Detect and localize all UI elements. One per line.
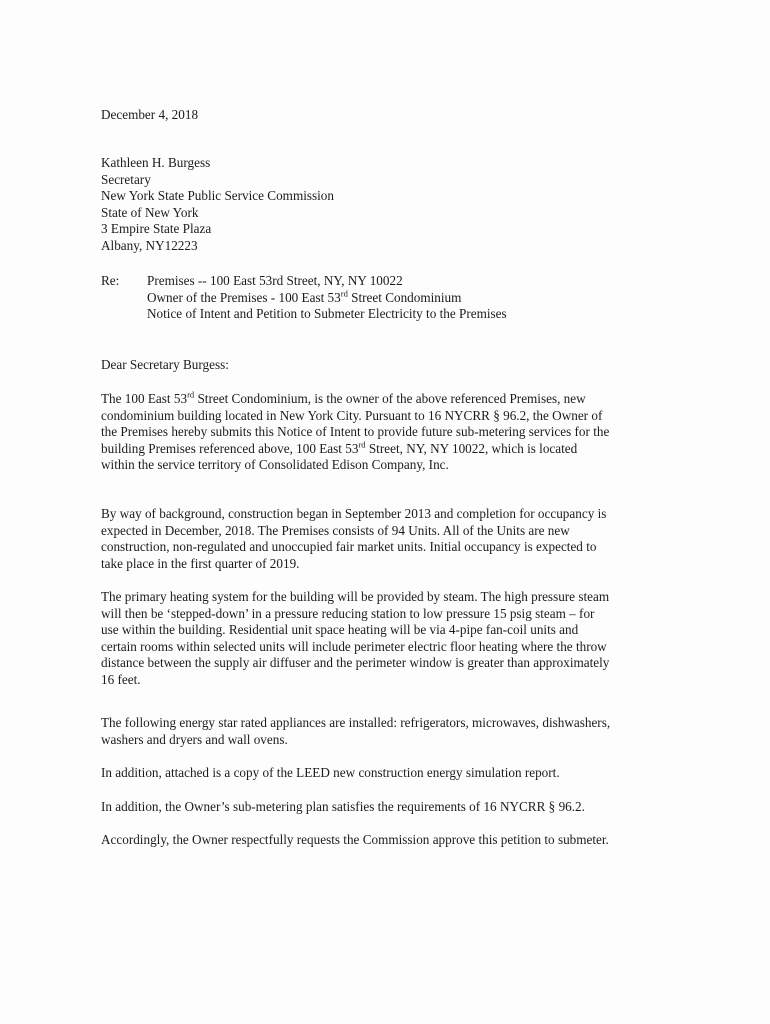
paragraph-line: the Premises hereby submits this Notice of Intent to provide future sub-metering services for the (101, 424, 610, 440)
subject-owner-text-end: Street Condominium (347, 289, 462, 305)
subject-label: Re: (101, 273, 120, 288)
paragraph-line (101, 391, 666, 408)
paragraph-line: use within the building. Residential unit space heating will be via 4-pipe fan-coil units and (101, 622, 579, 638)
paragraph-line: The primary heating system for the building will be provided by steam. The high pressure steam (101, 589, 610, 604)
ordinal-suffix: rd (340, 288, 348, 299)
recipient-organization: New York State Public Service Commission (101, 188, 334, 204)
paragraph-request: Accordingly, the Owner respectfully requests the Commission approve this petition to submeter. (101, 832, 609, 847)
paragraph-line: condominium building located in New York City. Pursuant to 16 NYCRR § 96.2, the Owner of (101, 407, 603, 423)
ordinal-suffix: rd (358, 439, 366, 450)
paragraph-line: By way of background, construction began in September 2013 and completion for occupancy is (101, 506, 607, 521)
paragraph-text: Street, NY, NY 10022, which is located (365, 440, 578, 456)
paragraph-submetering-plan: In addition, the Owner’s sub-metering plan satisfies the requirements of 16 NYCRR § 96.2. (101, 799, 585, 814)
paragraph-line: certain rooms within selected units will include perimeter electric floor heating where the throw (101, 638, 607, 654)
recipient-address (101, 155, 666, 255)
paragraph-line: distance between the supply air diffuser and the perimeter window is greater than approximately (101, 655, 610, 671)
paragraph-text: The 100 East 53 (101, 391, 188, 406)
recipient-title: Secretary (101, 171, 151, 187)
paragraph-text: Street Condominium, is the owner of the above referenced Premises, new (194, 391, 586, 406)
paragraph-line: 16 feet. (101, 671, 141, 687)
paragraph-line (101, 441, 666, 458)
paragraph-line: construction, non-regulated and unoccupied fair market units. Initial occupancy is expected to (101, 539, 597, 555)
paragraph-line: within the service territory of Consolidated Edison Company, Inc. (101, 457, 449, 473)
recipient-city: Albany, NY12223 (101, 237, 198, 253)
paragraph-line: The following energy star rated appliances are installed: refrigerators, microwaves, dishwashers, (101, 715, 611, 730)
paragraph-line: will then be ‘stepped-down’ in a pressure reducing station to low pressure 15 psig steam – for (101, 605, 595, 621)
paragraph-line: washers and dryers and wall ovens. (101, 731, 288, 747)
subject-line-owner (147, 290, 507, 307)
subject-line-notice: Notice of Intent and Petition to Submeter Electricity to the Premises (147, 306, 507, 322)
subject-line-premises: Premises -- 100 East 53rd Street, NY, NY 10022 (147, 273, 403, 288)
recipient-state: State of New York (101, 204, 199, 220)
paragraph-appliances (101, 715, 666, 748)
paragraph-line: expected in December, 2018. The Premises consists of 94 Units. All of the Units are new (101, 522, 570, 538)
paragraph-line: take place in the first quarter of 2019. (101, 555, 300, 571)
recipient-name: Kathleen H. Burgess (101, 155, 211, 170)
paragraph-background (101, 506, 666, 572)
paragraph-heating (101, 589, 666, 689)
paragraph-text: building Premises referenced above, 100 East 53 (101, 440, 359, 456)
subject-owner-text: Owner of the Premises - 100 East 53 (147, 289, 341, 305)
ordinal-suffix: rd (187, 389, 195, 400)
recipient-street: 3 Empire State Plaza (101, 221, 212, 237)
paragraph-ownership (101, 391, 666, 474)
paragraph-leed-report: In addition, attached is a copy of the LEED new construction energy simulation report. (101, 765, 560, 780)
salutation: Dear Secretary Burgess: (101, 357, 229, 372)
subject-lines (147, 273, 507, 323)
letter-date: December 4, 2018 (101, 107, 199, 122)
